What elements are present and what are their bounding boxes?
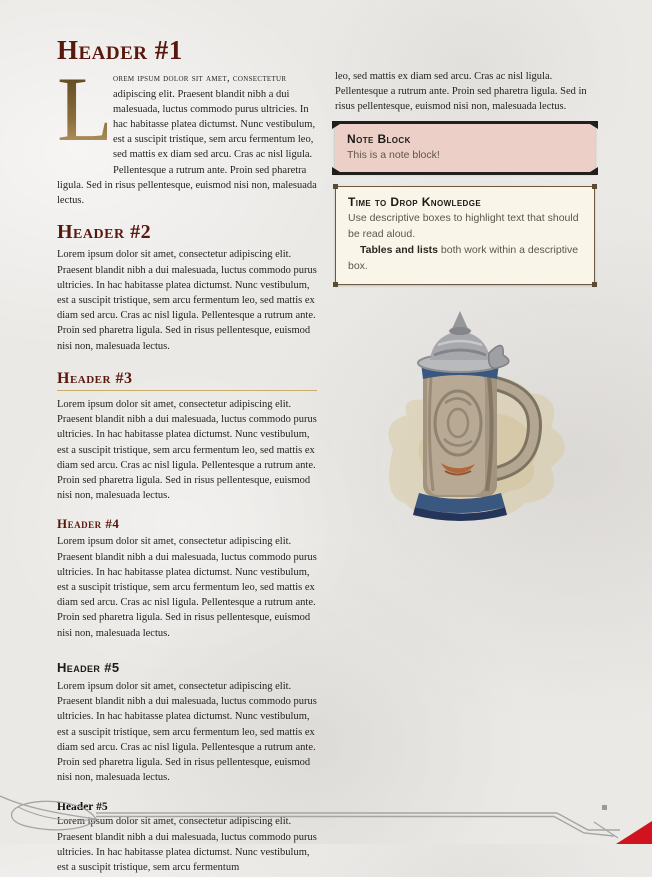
corner-dot	[592, 184, 597, 189]
intro-paragraph	[57, 58, 317, 208]
note-top-bar	[332, 121, 598, 124]
descriptive-line2-bold: Tables and lists	[360, 243, 438, 256]
note-title: Note Block	[347, 131, 411, 146]
footer-ornament	[0, 792, 652, 844]
header-2: Header #2	[57, 221, 152, 244]
paragraph: Lorem ipsum dolor sit amet, consectetur adipiscing elit. Praesent blandit nibh a dui malesuada, luctus commodo purus ultricies. In hac habitasse platea dictumst. Nunc vestibulum, est a suscipit tristique, sem arcu fermentum leo, sed mattis ex diam sed arcu. Cras ac nisl ligula. Pellentesque a rutrum ante. Proin sed pharetra ligula. Sed in risus pellentesque, euismod nisi non, malesuada lectus.	[57, 249, 317, 352]
corner-dot	[333, 184, 338, 189]
descriptive-title: Time to Drop Knowledge	[348, 195, 482, 210]
header-4: Header #4	[57, 516, 120, 532]
descriptive-box	[335, 186, 595, 285]
corner-dot	[333, 282, 338, 287]
corner-dot	[592, 282, 597, 287]
intro-lead: orem ipsum dolor sit amet, consectetur	[113, 73, 287, 85]
intro-rest: adipiscing elit. Praesent blandit nibh a dui malesuada, luctus commodo purus ultricies. In hac habitasse platea dictumst. Nunc vestibulum, est a suscipit tristique, sem arcu fermentum leo, sed mattis ex diam sed arcu. Cras ac nisl ligula. Pellentesque a rutrum ante. Proin sed pharetra ligula. Sed in risus pellentesque, euismod nisi non, malesuada lectus.	[57, 88, 317, 207]
note-bottom-bar	[332, 172, 598, 175]
paragraph: Lorem ipsum dolor sit amet, consectetur adipiscing elit. Praesent blandit nibh a dui malesuada, luctus commodo purus ultricies. In hac habitasse platea dictumst. Nunc vestibulum, est a suscipit tristique, sem arcu fermentum leo, sed mattis ex diam sed arcu. Cras ac nisl ligula. Pellentesque a rutrum ante. Proin sed pharetra ligula. Sed in risus pellentesque, euismod nisi non, malesuada lectus.	[57, 680, 317, 784]
footer-rule-svg	[0, 792, 652, 844]
descriptive-line2-rest: both work within a descriptive box.	[348, 243, 579, 272]
header-6: Header #5	[57, 801, 108, 814]
descriptive-line2	[348, 243, 582, 275]
paragraph: Lorem ipsum dolor sit amet, consectetur adipiscing elit. Praesent blandit nibh a dui malesuada, luctus commodo purus ultricies. In hac habitasse platea dictumst. Nunc vestibulum, est a suscipit tristique, sem arcu fermentum leo, sed mattis ex diam sed arcu. Cras ac nisl ligula. Pellentesque a rutrum ante. Proin sed pharetra ligula. Sed in risus pellentesque, euismod nisi non, malesuada lectus.	[57, 398, 317, 502]
paragraph-truncated: Lorem ipsum dolor sit amet, consectetur adipiscing elit. Praesent blandit nibh a dui malesuada, luctus commodo purus ultricies. In hac habitasse platea dictumst. Nunc vestibulum, est a suscipit tristique, sem arcu fermentum	[57, 816, 317, 874]
header-3: Header #3	[57, 370, 317, 391]
dropcap-letter: L	[57, 74, 107, 172]
paragraph: Lorem ipsum dolor sit amet, consectetur adipiscing elit. Praesent blandit nibh a dui malesuada, luctus commodo purus ultricies. In hac habitasse platea dictumst. Nunc vestibulum, est a suscipit tristique, sem arcu fermentum leo, sed mattis ex diam sed arcu. Cras ac nisl ligula. Pellentesque a rutrum ante. Proin sed pharetra ligula. Sed in risus pellentesque, euismod nisi non, malesuada lectus.	[57, 536, 317, 639]
continuation-paragraph: leo, sed mattis ex diam sed arcu. Cras ac nisl ligula. Pellentesque a rutrum ante. Proin sed pharetra ligula. Sed in risus pellentesque, euismod nisi non, malesuada lectus.	[335, 71, 587, 113]
header-5: Header #5	[57, 659, 120, 675]
left-column	[57, 36, 317, 877]
beer-stein-illustration	[335, 311, 595, 534]
beer-stein-svg	[341, 311, 589, 529]
note-block	[335, 124, 595, 173]
right-column	[335, 36, 595, 877]
header-1: Header #1	[57, 35, 183, 65]
descriptive-line1: Use descriptive boxes to highlight text that should be read aloud.	[348, 212, 579, 241]
note-body: This is a note block!	[347, 148, 440, 161]
